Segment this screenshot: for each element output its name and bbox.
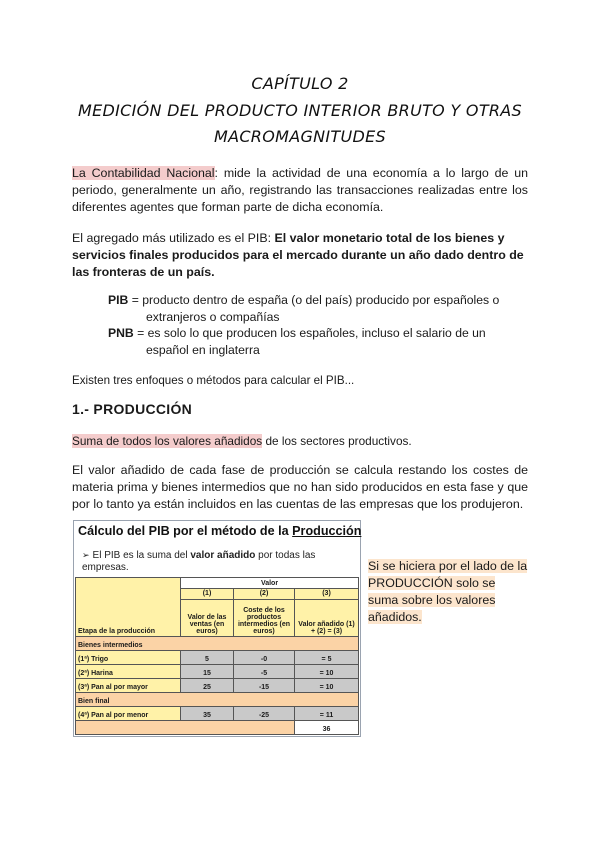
cell-coste: -0: [234, 651, 295, 665]
side-note-text: Si se hiciera por el lado de la PRODUCCIÓN solo se suma sobre los valores añadidos.: [368, 559, 528, 624]
table-bullet: [82, 549, 354, 574]
production-table: [75, 577, 359, 735]
cell-valor-anadido: = 10: [295, 665, 359, 679]
header-col2-desc: Coste de los productos intermedios (en euros): [234, 600, 295, 637]
group-bienes-intermedios: Bienes intermedios: [76, 637, 359, 651]
cell-valor-anadido: = 5: [295, 651, 359, 665]
header-etapa: Etapa de la producción: [76, 578, 181, 637]
header-col3-desc: Valor añadido (1) + (2) = (3): [295, 600, 359, 637]
cell-coste: -5: [234, 665, 295, 679]
cell-valor-anadido: = 11: [295, 707, 359, 721]
table-row: [76, 707, 359, 721]
header-valor: Valor: [181, 578, 359, 589]
section-heading-produccion: 1.- PRODUCCIÓN: [72, 401, 193, 417]
total-row-fill: [76, 721, 295, 735]
header-col2-num: (2): [234, 589, 295, 600]
highlight-contabilidad: La Contabilidad Nacional: [72, 166, 215, 180]
definition-pib-line2: extranjeros o compañías: [146, 310, 280, 324]
cell-total: 36: [295, 721, 359, 735]
header-col3-num: (3): [295, 589, 359, 600]
paragraph-contabilidad-text: : mide la actividad de una economía a lo largo de un periodo, generalmente un año, registrando las transacciones realizadas entre los diferentes agentes que forman parte de dicha economía.: [72, 166, 528, 214]
paragraph-pib-intro: El agregado más utilizado es el PIB:: [72, 231, 275, 245]
group-bien-final: Bien final: [76, 693, 359, 707]
side-note: [368, 558, 528, 626]
paragraph-contabilidad: [72, 165, 528, 216]
cell-stage: (3ª) Pan al por mayor: [76, 679, 181, 693]
paragraph-suma: [72, 433, 528, 450]
cell-stage: (4ª) Pan al por menor: [76, 707, 181, 721]
term-pnb: PNB: [108, 326, 134, 340]
cell-coste: -15: [234, 679, 295, 693]
paragraph-pib: [72, 230, 528, 281]
paragraph-suma-text: de los sectores productivos.: [262, 434, 412, 448]
chapter-label: CAPÍTULO 2: [251, 74, 349, 93]
paragraph-valor-anadido: El valor añadido de cada fase de producción se calcula restando los costes de materia prima y bienes intermedios que no han sido producidos en esta fase y que por lo tanto ya están incluidos en las cuentas de las empresas que los produjeron.: [72, 463, 528, 511]
arrow-bullet-icon: ➢: [82, 550, 90, 560]
definition-pnb: [108, 325, 528, 359]
cell-ventas: 35: [181, 707, 234, 721]
table-row: [76, 651, 359, 665]
table-image-pib-produccion: [73, 520, 361, 737]
paragraph-pib-bold: El valor monetario total de los bienes y servicios finales producidos para el mercado durante un año dado dentro de las fronteras de un país.: [72, 231, 524, 279]
definition-pnb-line1: = es solo lo que producen los españoles, incluso el salario de un: [133, 326, 486, 340]
term-pib: PIB: [108, 293, 129, 307]
cell-ventas: 15: [181, 665, 234, 679]
chapter-title-line1: MEDICIÓN DEL PRODUCTO INTERIOR BRUTO Y OTRAS: [77, 101, 523, 120]
table-title-text: Cálculo del PIB por el método de la: [78, 524, 293, 538]
table-row: [76, 679, 359, 693]
table-bullet-post: por todas las empresas.: [82, 550, 316, 573]
cell-valor-anadido: = 10: [295, 679, 359, 693]
table-row: [76, 665, 359, 679]
cell-stage: (1ª) Trigo: [76, 651, 181, 665]
definition-pnb-line2: español en inglaterra: [146, 343, 260, 357]
cell-stage: (2ª) Harina: [76, 665, 181, 679]
cell-coste: -25: [234, 707, 295, 721]
paragraph-enfoques: Existen tres enfoques o métodos para calcular el PIB...: [72, 374, 355, 387]
table-title-underlined: Producción: [292, 524, 362, 538]
header-col1-num: (1): [181, 589, 234, 600]
cell-ventas: 25: [181, 679, 234, 693]
highlight-suma: Suma de todos los valores añadidos: [72, 434, 263, 448]
header-col1-desc: Valor de las ventas (en euros): [181, 600, 234, 637]
cell-ventas: 5: [181, 651, 234, 665]
definition-pib: [108, 292, 528, 326]
table-bullet-pre: El PIB es la suma del: [92, 550, 191, 561]
chapter-title-line2: MACROMAGNITUDES: [213, 127, 387, 146]
table-title: [78, 524, 361, 538]
definition-pib-line1: = producto dentro de españa (o del país) producido por españoles o: [128, 293, 500, 307]
table-bullet-bold: valor añadido: [190, 550, 256, 561]
